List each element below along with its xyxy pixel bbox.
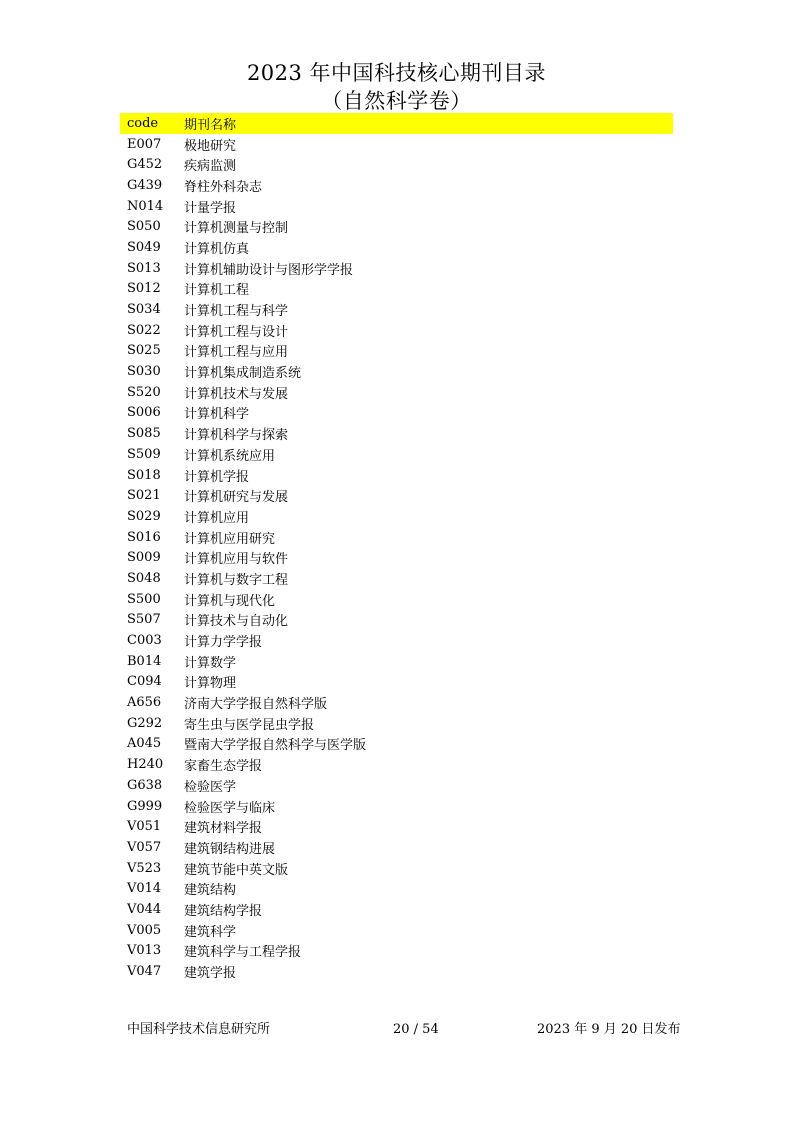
table-row xyxy=(120,196,673,217)
table-row xyxy=(120,734,673,755)
table-row xyxy=(120,423,673,444)
journal-name: 计算机工程与应用 xyxy=(184,345,289,361)
journal-name: 暨南大学学报自然科学与医学版 xyxy=(184,738,367,754)
journal-name: 计算机科学与探索 xyxy=(184,428,289,444)
table-row xyxy=(120,361,673,382)
table-row xyxy=(120,630,673,651)
table-row xyxy=(120,651,673,672)
journal-code: S009 xyxy=(127,550,161,566)
journal-name: 计算机辅助设计与图形学学报 xyxy=(184,262,354,278)
journal-name: 计算机应用 xyxy=(184,510,250,526)
journal-name: 计算机集成制造系统 xyxy=(184,366,302,382)
table-row xyxy=(120,547,673,568)
journal-code: A045 xyxy=(127,736,162,752)
journal-name: 计算机测量与控制 xyxy=(184,221,289,237)
journal-code: V005 xyxy=(127,922,162,938)
journal-name: 计量学报 xyxy=(184,200,237,216)
journal-code: S500 xyxy=(127,591,161,607)
journal-code: S507 xyxy=(127,612,161,628)
journal-name: 计算机工程 xyxy=(184,283,250,299)
journal-code: B014 xyxy=(127,653,162,669)
journal-name: 建筑结构学报 xyxy=(184,903,263,919)
journal-table xyxy=(120,113,673,982)
journal-code: S085 xyxy=(127,426,161,442)
journal-code: S509 xyxy=(127,446,161,462)
table-row xyxy=(120,589,673,610)
table-row xyxy=(120,713,673,734)
journal-name: 极地研究 xyxy=(184,138,237,154)
table-row xyxy=(120,341,673,362)
table-row xyxy=(120,568,673,589)
journal-name: 计算机与现代化 xyxy=(184,593,276,609)
journal-name: 计算数学 xyxy=(184,655,237,671)
journal-name: 疾病监测 xyxy=(184,159,237,175)
journal-code: S034 xyxy=(127,302,161,318)
journal-code: G292 xyxy=(127,715,163,731)
journal-name: 家畜生态学报 xyxy=(184,759,263,775)
journal-code: S025 xyxy=(127,343,161,359)
page-title: 2023 年中国科技核心期刊目录 xyxy=(246,61,547,85)
table-row xyxy=(120,672,673,693)
journal-code: S012 xyxy=(127,281,161,297)
table-row xyxy=(120,775,673,796)
table-row xyxy=(120,134,673,155)
table-row xyxy=(120,899,673,920)
table-row xyxy=(120,279,673,300)
journal-code: V044 xyxy=(127,901,162,917)
page-subtitle: （自然科学卷） xyxy=(321,89,472,113)
journal-code: V057 xyxy=(127,839,162,855)
column-header-name: 期刊名称 xyxy=(184,117,237,133)
table-row xyxy=(120,858,673,879)
journal-code: C003 xyxy=(127,633,162,649)
table-row xyxy=(120,816,673,837)
table-header-row xyxy=(120,113,673,134)
footer-page-number: 20 / 54 xyxy=(393,1022,439,1037)
journal-name: 计算物理 xyxy=(184,676,237,692)
journal-code: S029 xyxy=(127,508,161,524)
table-row xyxy=(120,237,673,258)
journal-name: 脊柱外科杂志 xyxy=(184,179,263,195)
journal-code: E007 xyxy=(127,136,162,152)
journal-code: S021 xyxy=(127,488,161,504)
footer-date: 2023 年 9 月 20 日发布 xyxy=(537,1022,681,1037)
table-row xyxy=(120,320,673,341)
journal-name: 建筑结构 xyxy=(184,883,237,899)
table-row xyxy=(120,506,673,527)
journal-code: V051 xyxy=(127,819,162,835)
journal-code: V047 xyxy=(127,964,162,980)
journal-code: S013 xyxy=(127,260,161,276)
journal-name: 建筑科学 xyxy=(184,924,237,940)
footer-publisher: 中国科学技术信息研究所 xyxy=(127,1022,271,1037)
journal-code: S022 xyxy=(127,322,161,338)
journal-name: 建筑钢结构进展 xyxy=(184,841,276,857)
table-body xyxy=(120,134,673,982)
journal-name: 建筑材料学报 xyxy=(184,821,263,837)
journal-name: 计算机科学 xyxy=(184,407,250,423)
table-row xyxy=(120,382,673,403)
journal-code: S018 xyxy=(127,467,161,483)
journal-name: 检验医学与临床 xyxy=(184,800,276,816)
journal-name: 建筑节能中英文版 xyxy=(184,862,289,878)
journal-name: 济南大学学报自然科学版 xyxy=(184,697,328,713)
journal-code: V014 xyxy=(127,881,162,897)
table-row xyxy=(120,920,673,941)
table-row xyxy=(120,216,673,237)
journal-code: A656 xyxy=(127,695,162,711)
journal-name: 计算机研究与发展 xyxy=(184,490,289,506)
journal-code: H240 xyxy=(127,757,164,773)
journal-name: 计算机与数字工程 xyxy=(184,572,289,588)
table-row xyxy=(120,258,673,279)
table-row xyxy=(120,692,673,713)
table-row xyxy=(120,796,673,817)
journal-name: 计算机技术与发展 xyxy=(184,386,289,402)
journal-name: 计算机学报 xyxy=(184,469,250,485)
journal-code: G439 xyxy=(127,177,163,193)
journal-code: S016 xyxy=(127,529,161,545)
table-row xyxy=(120,837,673,858)
table-row xyxy=(120,878,673,899)
journal-name: 计算机应用与软件 xyxy=(184,552,289,568)
journal-code: S049 xyxy=(127,239,161,255)
table-row xyxy=(120,754,673,775)
journal-code: V523 xyxy=(127,860,162,876)
journal-name: 寄生虫与医学昆虫学报 xyxy=(184,717,315,733)
table-row xyxy=(120,444,673,465)
journal-code: S520 xyxy=(127,384,161,400)
journal-name: 计算机工程与设计 xyxy=(184,324,289,340)
journal-code: G638 xyxy=(127,777,163,793)
journal-name: 计算机应用研究 xyxy=(184,531,276,547)
table-row xyxy=(120,485,673,506)
journal-code: G452 xyxy=(127,157,163,173)
table-row xyxy=(120,610,673,631)
journal-name: 计算机仿真 xyxy=(184,241,250,257)
journal-name: 计算技术与自动化 xyxy=(184,614,289,630)
journal-code: S050 xyxy=(127,219,161,235)
journal-name: 建筑科学与工程学报 xyxy=(184,945,302,961)
table-row xyxy=(120,299,673,320)
journal-name: 计算机工程与科学 xyxy=(184,304,289,320)
table-row xyxy=(120,941,673,962)
journal-name: 检验医学 xyxy=(184,779,237,795)
table-row xyxy=(120,154,673,175)
journal-name: 计算机系统应用 xyxy=(184,448,276,464)
journal-code: C094 xyxy=(127,674,162,690)
journal-name: 建筑学报 xyxy=(184,966,237,982)
column-header-code: code xyxy=(127,115,159,131)
journal-code: N014 xyxy=(127,198,164,214)
table-row xyxy=(120,403,673,424)
journal-name: 计算力学学报 xyxy=(184,635,263,651)
table-row xyxy=(120,527,673,548)
table-row xyxy=(120,175,673,196)
table-row xyxy=(120,465,673,486)
table-row xyxy=(120,961,673,982)
journal-code: V013 xyxy=(127,943,162,959)
journal-code: S048 xyxy=(127,570,161,586)
journal-code: S006 xyxy=(127,405,161,421)
journal-code: S030 xyxy=(127,364,161,380)
journal-code: G999 xyxy=(127,798,163,814)
